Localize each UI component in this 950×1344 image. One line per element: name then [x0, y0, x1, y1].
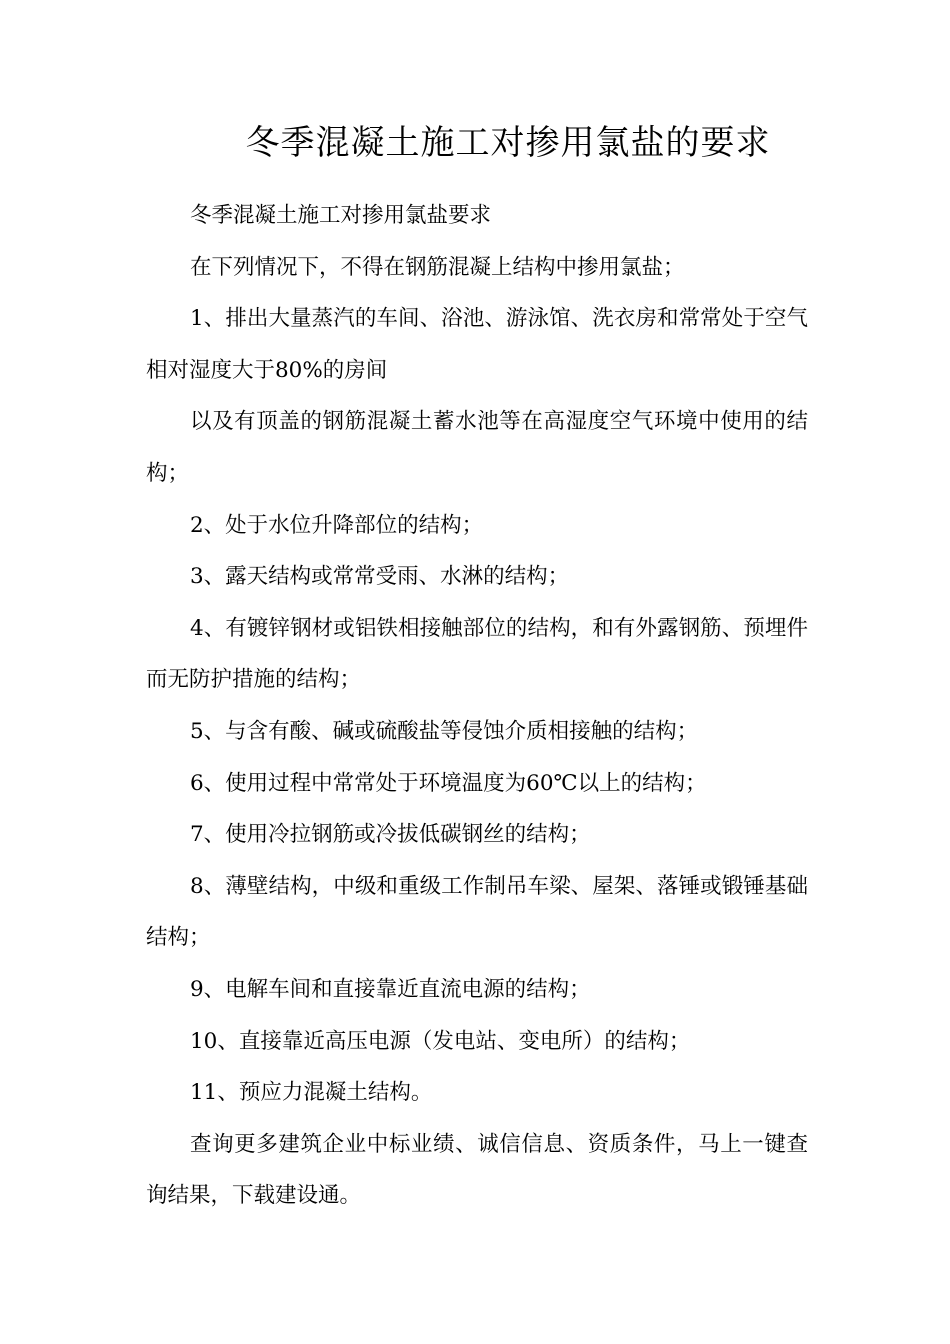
paragraph-item-5: 5、与含有酸、碱或硫酸盐等侵蚀介质相接触的结构； — [190, 718, 699, 744]
paragraph-footer: 查询更多建筑企业中标业绩、诚信信息、资质条件，马上一键查询结果，下载建设通。 — [146, 1131, 808, 1209]
paragraph-item-1: 1、排出大量蒸汽的车间、浴池、游泳馆、洗衣房和常常处于空气相对湿度大于80%的房间 — [146, 306, 808, 383]
paragraph-item-9: 9、电解车间和直接靠近直流电源的结构； — [190, 976, 591, 1002]
paragraph-item-3: 3、露天结构或常常受雨、水淋的结构； — [190, 564, 570, 590]
paragraph-subtitle: 冬季混凝土施工对掺用氯盐要求 — [190, 203, 492, 228]
paragraph-item-6: 6、使用过程中常常处于环境温度为60℃以上的结构； — [190, 770, 707, 796]
paragraph-item-8: 8、薄壁结构，中级和重级工作制吊车梁、屋架、落锤或锻锤基础结构； — [146, 873, 808, 951]
paragraph-item-1-continued: 以及有顶盖的钢筋混凝土蓄水池等在高湿度空气环境中使用的结构； — [146, 409, 808, 486]
paragraph-intro: 在下列情况下，不得在钢筋混凝上结构中掺用氯盐； — [190, 254, 685, 280]
paragraph-item-4: 4、有镀锌钢材或铝铁相接触部位的结构，和有外露钢筋、预埋件而无防护措施的结构； — [146, 615, 808, 693]
document-body — [146, 190, 808, 1222]
paragraph-item-2: 2、处于水位升降部位的结构； — [190, 512, 484, 538]
document-title: 冬季混凝土施工对掺用氯盐的要求 — [245, 123, 771, 163]
paragraph-item-10: 10、直接靠近高压电源（发电站、变电所）的结构； — [190, 1028, 691, 1054]
paragraph-item-7: 7、使用冷拉钢筋或冷拔低碳钢丝的结构； — [190, 822, 591, 848]
paragraph-item-11: 11、预应力混凝土结构。 — [190, 1080, 433, 1106]
